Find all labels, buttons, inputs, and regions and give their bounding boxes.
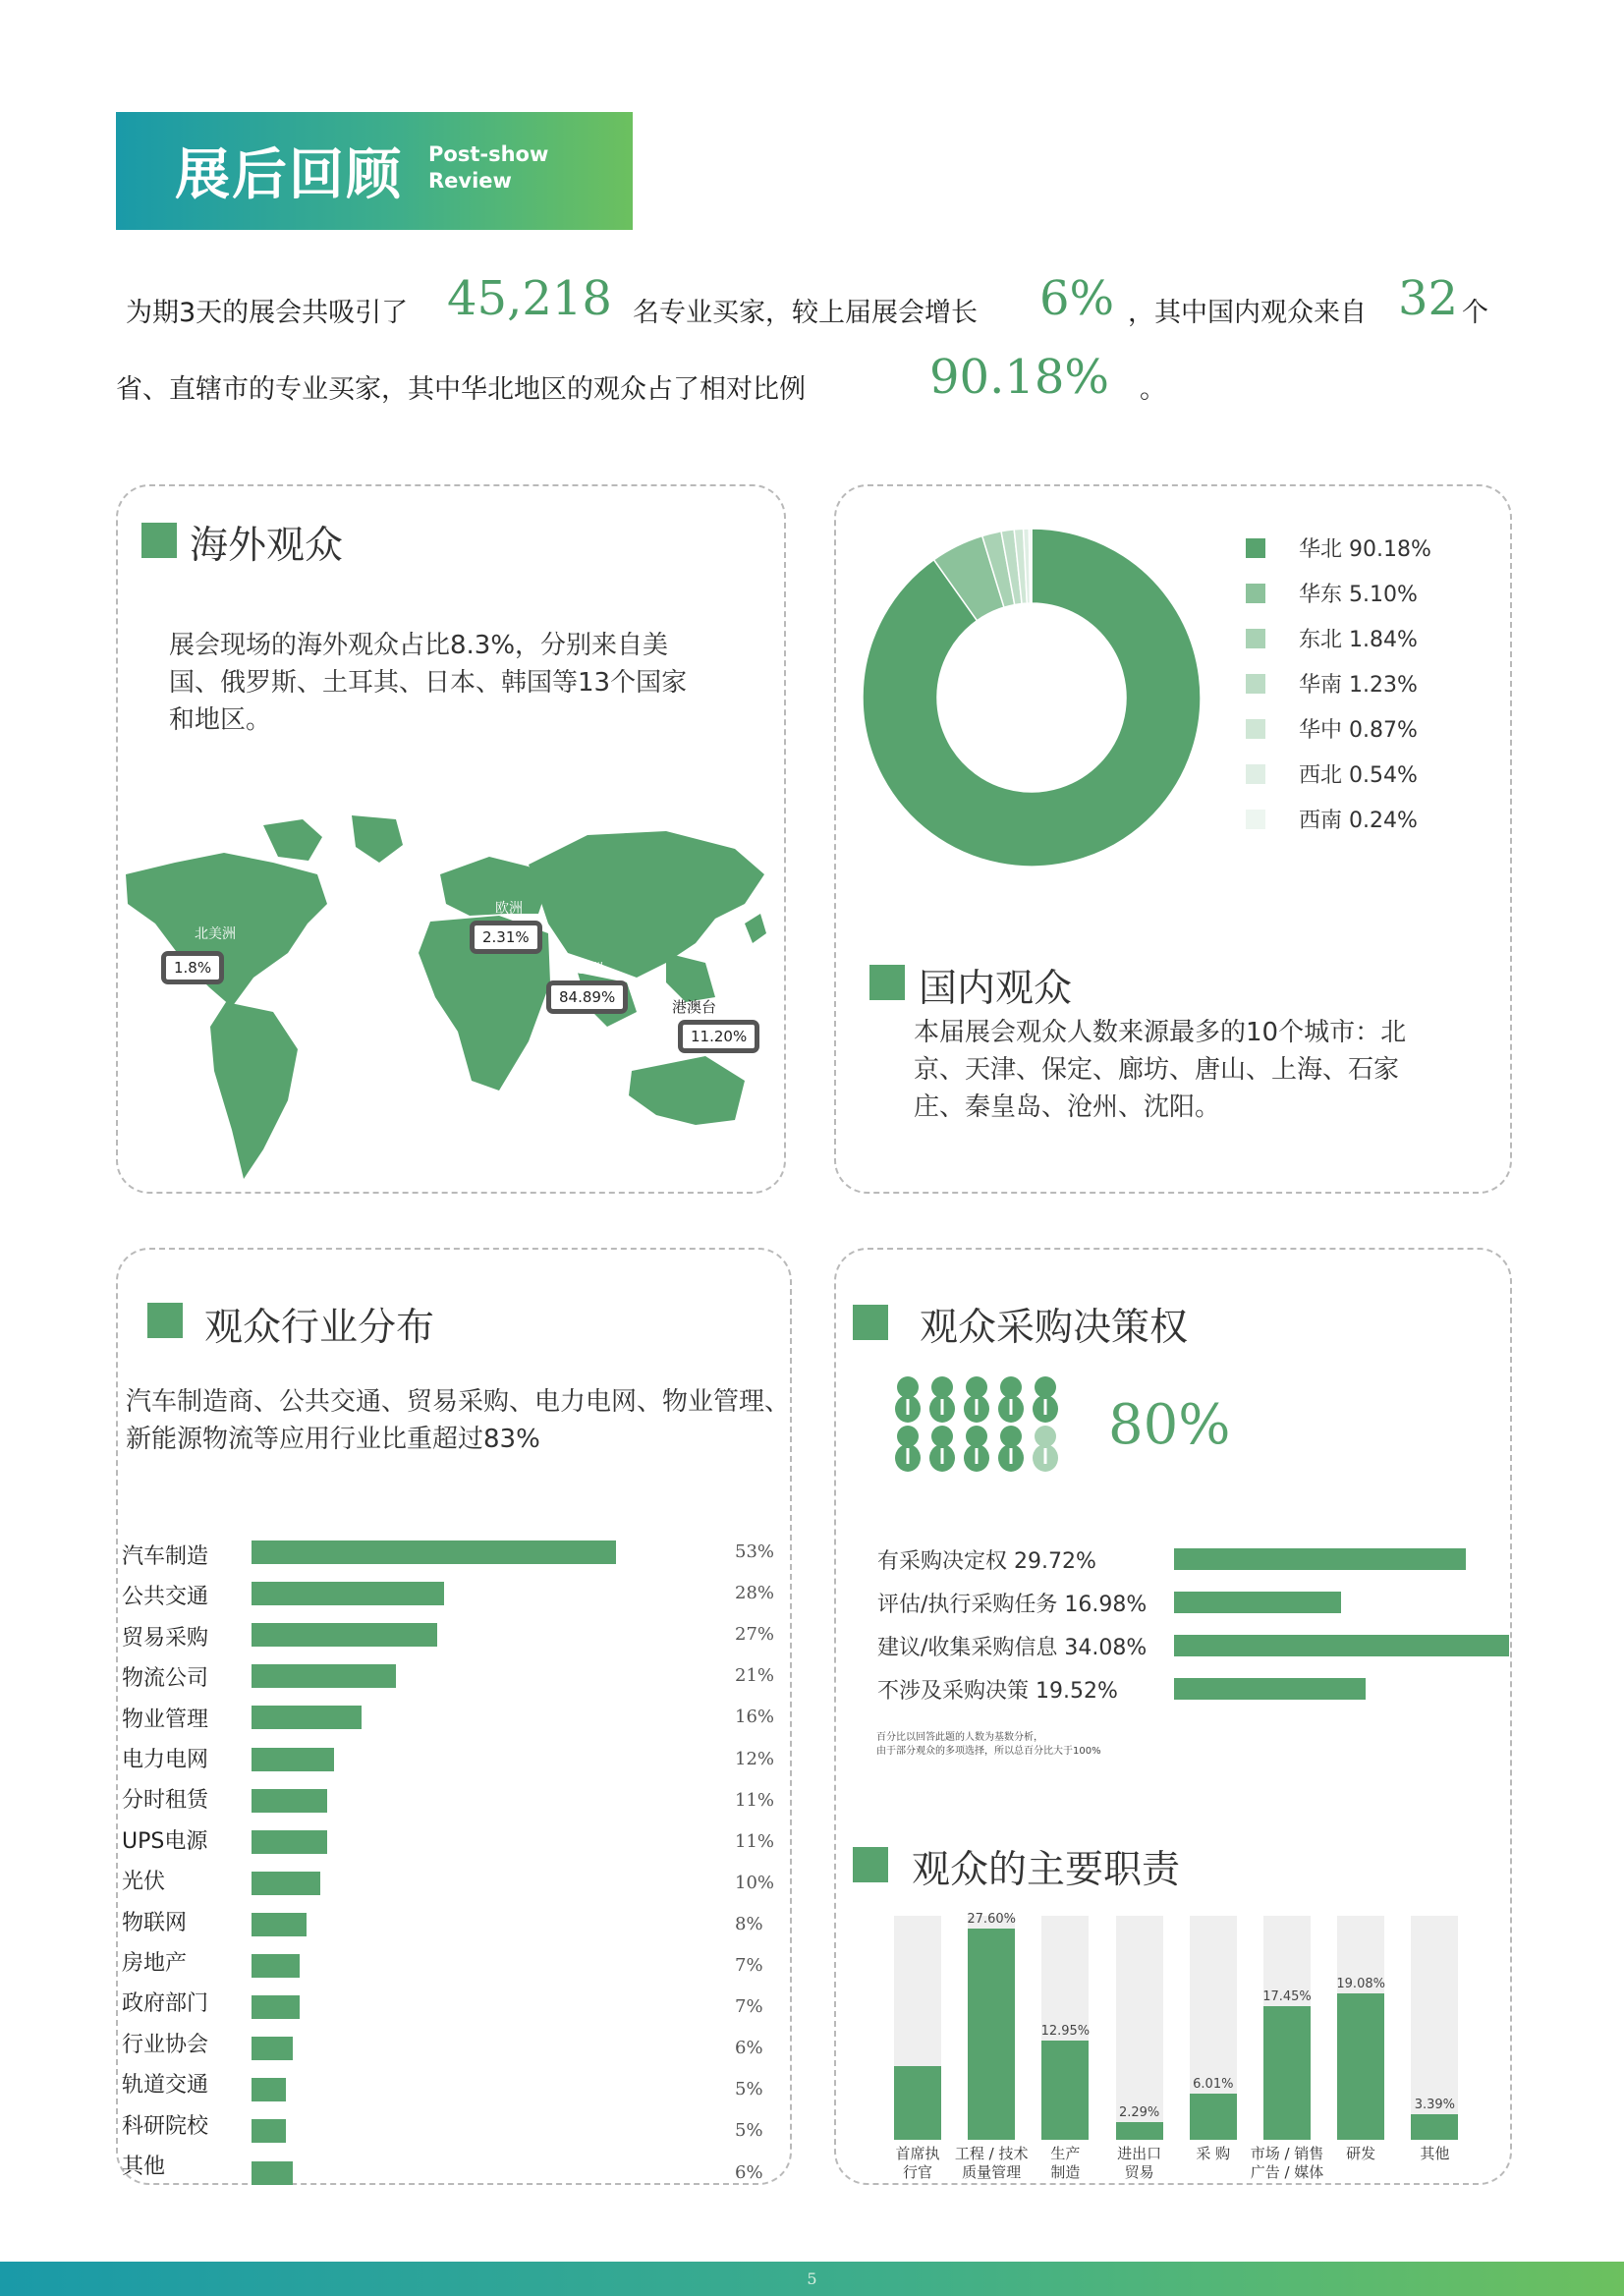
legend-swatch <box>1246 629 1265 648</box>
intro-text-5: 省、直辖市的专业买家，其中华北地区的观众占了相对比例 <box>116 374 806 405</box>
section-marker <box>869 965 905 1000</box>
person-icon <box>929 1426 955 1472</box>
industry-bar <box>252 1830 327 1854</box>
industry-label: 物联网 <box>122 1910 188 1935</box>
legend-label: 华北 90.18% <box>1299 537 1431 562</box>
duty-label-line: 市场 / 销售 <box>1250 2145 1324 2162</box>
duty-value: 6.01% <box>1193 2077 1234 2093</box>
subtitle-line-2: Review <box>428 169 512 193</box>
duty-value: 2.29% <box>1118 2105 1160 2121</box>
industry-bar <box>252 2078 286 2101</box>
north-share: 90.18% <box>929 350 1110 405</box>
map-tag-europe <box>470 921 542 954</box>
section-marker <box>853 1305 888 1340</box>
tag-value: 1.8% <box>161 951 224 984</box>
industry-text: 汽车制造商、公共交通、贸易采购、电力电网、物业管理、新能源物流等应用行业比重超过83% <box>126 1387 791 1454</box>
intro-text-3: ，其中国内观众来自 <box>1128 298 1367 328</box>
duty-label <box>1385 2145 1484 2163</box>
duty-label-line: 研发 <box>1346 2145 1376 2162</box>
decision-bar <box>1174 1548 1466 1570</box>
tag-value: 2.31% <box>470 921 542 954</box>
tag-value: 11.20% <box>678 1020 759 1053</box>
decision-title: 观众采购决策权 <box>920 1306 1189 1350</box>
industry-value: 10% <box>735 1872 775 1893</box>
industry-value: 8% <box>735 1913 763 1934</box>
person-icon <box>1033 1376 1058 1423</box>
intro-text-4: 个 <box>1462 298 1488 328</box>
footer-bar <box>0 2262 1624 2296</box>
legend-item <box>1246 713 1418 744</box>
industry-value: 53% <box>735 1541 775 1562</box>
industry-value: 6% <box>735 2038 763 2059</box>
map-tag-asia <box>546 980 628 1014</box>
legend-swatch <box>1246 764 1265 784</box>
duty-label-line: 生产 <box>1050 2145 1081 2162</box>
legend-label: 华东 5.10% <box>1299 583 1418 607</box>
industry-bar <box>252 1748 334 1771</box>
industry-bar <box>252 1664 396 1688</box>
industry-value: 16% <box>735 1707 775 1728</box>
duty-label-line: 行官 <box>902 2163 932 2181</box>
duty-column <box>1337 1993 1384 2140</box>
industry-label: 其他 <box>122 2155 166 2179</box>
industry-bar <box>252 1623 437 1647</box>
industry-value: 12% <box>735 1748 775 1769</box>
page-subtitle <box>428 141 548 195</box>
industry-bar <box>252 1540 616 1564</box>
industry-value: 27% <box>735 1624 775 1646</box>
duty-column <box>1411 2114 1458 2140</box>
note-line-1: 百分比以回答此题的人数为基数分析， <box>876 1732 1043 1743</box>
legend-item <box>1246 668 1418 699</box>
decision-bar <box>1174 1678 1366 1700</box>
duty-column <box>1190 2094 1237 2140</box>
industry-value: 7% <box>735 1996 763 2018</box>
legend-label: 西南 0.24% <box>1299 809 1418 833</box>
decision-big-number: 80% <box>1108 1393 1231 1457</box>
industry-value: 11% <box>735 1789 775 1811</box>
intro-text-2: 名专业买家，较上届展会增长 <box>633 298 978 328</box>
duty-column <box>968 1929 1015 2140</box>
industry-value: 7% <box>735 1955 763 1976</box>
duty-label-line: 工程 / 技术 <box>954 2145 1029 2162</box>
decision-label: 不涉及采购决策 19.52% <box>877 1679 1118 1704</box>
people-icon-grid <box>894 1375 1067 1472</box>
industry-value: 21% <box>735 1665 775 1687</box>
duty-label-line: 制造 <box>1050 2163 1081 2181</box>
duty-column <box>1041 2041 1089 2140</box>
industry-title: 观众行业分布 <box>204 1306 435 1350</box>
person-icon <box>895 1426 921 1472</box>
duty-label-line: 采 购 <box>1196 2145 1231 2162</box>
map-label-north-america: 北美洲 <box>195 926 236 942</box>
duties-title: 观众的主要职责 <box>912 1848 1181 1892</box>
legend-swatch <box>1246 584 1265 603</box>
industry-value: 11% <box>735 1830 775 1852</box>
industry-label: 政府部门 <box>122 1991 209 2017</box>
industry-label: 房地产 <box>122 1951 188 1976</box>
decision-label: 建议/收集采购信息 34.08% <box>877 1636 1148 1660</box>
person-icon <box>1033 1426 1058 1472</box>
legend-swatch <box>1246 538 1265 558</box>
legend-label: 东北 1.84% <box>1299 628 1418 652</box>
duty-value: 27.60% <box>967 1912 1016 1928</box>
section-marker <box>853 1847 888 1882</box>
domestic-title: 国内观众 <box>919 967 1073 1011</box>
map-tag-north-america <box>161 951 224 984</box>
legend-swatch <box>1246 719 1265 739</box>
donut-slice-7 <box>1029 529 1032 603</box>
person-icon <box>998 1376 1024 1423</box>
industry-bar <box>252 1789 327 1813</box>
map-label-europe: 欧洲 <box>495 901 523 917</box>
duty-value: 3.39% <box>1414 2097 1456 2112</box>
legend-label: 华南 1.23% <box>1299 673 1418 698</box>
legend-item <box>1246 804 1418 834</box>
visitors-count: 45,218 <box>447 271 612 326</box>
page-title: 展后回顾 <box>175 143 403 207</box>
industry-value: 5% <box>735 2120 763 2142</box>
decision-bar <box>1174 1592 1341 1613</box>
industry-bar <box>252 1706 362 1729</box>
industry-bar <box>252 1582 444 1605</box>
overseas-text: 展会现场的海外观众占比8.3%，分别来自美国、俄罗斯、土耳其、日本、韩国等13个国家和地区。 <box>169 631 688 735</box>
industry-label: 汽车制造 <box>122 1544 209 1569</box>
duty-column <box>1263 2006 1311 2140</box>
industry-value: 5% <box>735 2079 763 2100</box>
duty-value: 17.45% <box>1262 1989 1312 2005</box>
header-banner <box>116 112 633 230</box>
map-label-asia: 亚洲 <box>576 962 603 978</box>
industry-bar <box>252 1954 300 1978</box>
decision-label: 评估/执行采购任务 16.98% <box>877 1593 1148 1617</box>
intro-text-6: 。 <box>1140 374 1166 405</box>
page-number: 5 <box>807 2269 817 2288</box>
industry-bar <box>252 2037 293 2060</box>
person-icon <box>998 1426 1024 1472</box>
legend-item <box>1246 758 1418 789</box>
industry-label: UPS电源 <box>122 1828 208 1854</box>
industry-label: 轨道交通 <box>122 2073 209 2099</box>
subtitle-line-1: Post-show <box>428 142 549 166</box>
intro-text-1: 为期3天的展会共吸引了 <box>126 298 409 328</box>
industry-bar <box>252 1995 300 2019</box>
industry-bar <box>252 1872 320 1895</box>
legend-item <box>1246 532 1431 563</box>
duty-label-line: 质量管理 <box>962 2163 1022 2181</box>
note-line-2: 由于部分观众的多项选择，所以总百分比大于100% <box>876 1746 1101 1757</box>
duty-value: 12.95% <box>1040 2024 1091 2040</box>
industry-label: 光伏 <box>122 1870 166 1895</box>
overseas-title: 海外观众 <box>190 524 344 568</box>
map-label-hk-macao-taiwan: 港澳台 <box>672 998 717 1016</box>
legend-item <box>1246 578 1418 608</box>
section-marker <box>141 523 177 558</box>
decision-note <box>876 1731 1101 1759</box>
region-donut-chart <box>855 521 1208 874</box>
duty-label-line: 进出口 <box>1117 2145 1162 2162</box>
person-icon <box>964 1376 989 1423</box>
person-icon <box>964 1426 989 1472</box>
decision-label: 有采购决定权 29.72% <box>877 1549 1096 1574</box>
legend-item <box>1246 623 1418 653</box>
section-marker <box>147 1303 183 1338</box>
duty-value: 19.08% <box>1336 1977 1385 1992</box>
industry-bar <box>252 2119 286 2143</box>
industry-label: 科研院校 <box>122 2113 209 2139</box>
industry-value: 28% <box>735 1583 775 1604</box>
person-icon <box>895 1376 921 1423</box>
industry-label: 公共交通 <box>122 1585 209 1610</box>
duty-label-line: 广告 / 媒体 <box>1250 2163 1324 2181</box>
industry-label: 电力电网 <box>122 1748 209 1772</box>
domestic-text: 本届展会观众人数来源最多的10个城市：北京、天津、保定、廊坊、唐山、上海、石家庄、秦皇岛、沧州、沈阳。 <box>914 1018 1407 1122</box>
tag-value: 84.89% <box>546 980 628 1014</box>
decision-bar <box>1174 1635 1509 1656</box>
industry-bar <box>252 2161 293 2185</box>
legend-label: 西北 0.54% <box>1299 763 1418 788</box>
duty-column <box>1116 2122 1163 2140</box>
province-count: 32 <box>1398 271 1459 326</box>
industry-bar <box>252 1913 307 1936</box>
map-tag-hk-macao-taiwan <box>678 1020 759 1053</box>
duty-label-line: 首席执 <box>895 2145 940 2162</box>
industry-label: 行业协会 <box>122 2032 209 2057</box>
industry-label: 物流公司 <box>122 1666 209 1692</box>
legend-swatch <box>1246 674 1265 694</box>
growth-rate: 6% <box>1039 271 1115 326</box>
industry-value: 6% <box>735 2161 763 2183</box>
legend-label: 华中 0.87% <box>1299 718 1418 743</box>
person-icon <box>929 1376 955 1423</box>
duty-label-line: 其他 <box>1420 2145 1450 2162</box>
industry-label: 物业管理 <box>122 1707 209 1732</box>
industry-label: 分时租赁 <box>122 1788 209 1814</box>
legend-swatch <box>1246 810 1265 829</box>
industry-label: 贸易采购 <box>122 1625 209 1651</box>
duty-label-line: 贸易 <box>1124 2163 1154 2181</box>
duty-column <box>894 2066 941 2140</box>
